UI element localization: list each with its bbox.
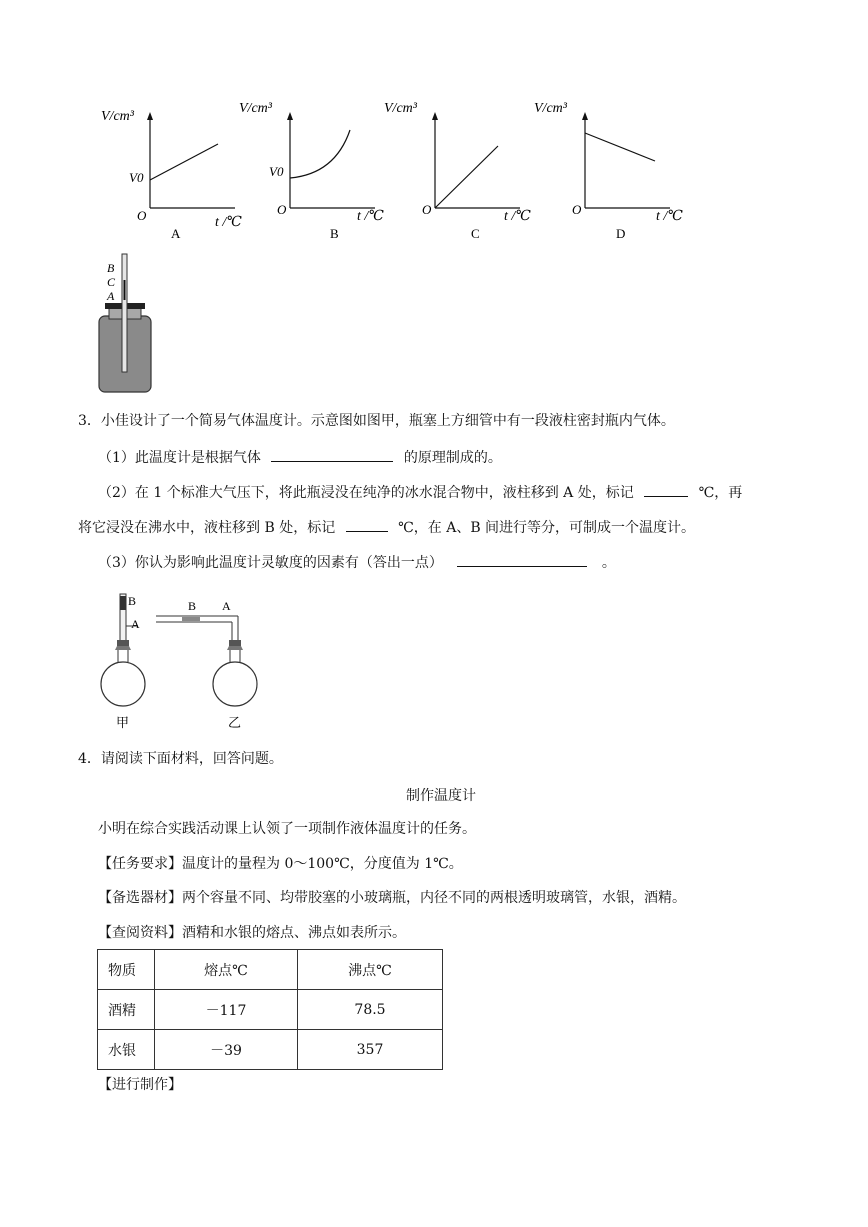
graph-b-origin: O <box>277 202 287 217</box>
table-cell: 357 <box>298 1030 443 1070</box>
table-header-cell: 沸点℃ <box>298 950 443 990</box>
q4-make: 【进行制作】 <box>98 1077 182 1093</box>
graph-a-line <box>150 144 218 180</box>
graph-d-svg <box>530 98 700 248</box>
graph-c-label: C <box>471 226 480 241</box>
q3-part1-text-b: 的原理制成的。 <box>403 450 502 466</box>
data-table <box>97 949 443 1070</box>
q3-part2-text-c: 将它浸没在沸水中，液柱移到 B 处，标记 <box>78 520 336 536</box>
q3-part1-answer-blank[interactable] <box>271 447 393 462</box>
table-row <box>98 1030 443 1070</box>
graph-c <box>380 98 550 248</box>
graph-a-xlabel: t /℃ <box>215 215 242 230</box>
q3-part3-answer-blank[interactable] <box>457 552 587 567</box>
melting-boiling-table <box>97 949 443 1070</box>
q3-part1 <box>98 447 502 468</box>
bottle-label-a: A <box>107 289 115 303</box>
graph-a-label: A <box>171 226 181 241</box>
table-cell: －39 <box>155 1030 298 1070</box>
flask-yi-label: 乙 <box>228 715 242 730</box>
flask-jia-mark-b: B <box>128 594 137 608</box>
graph-d-origin: O <box>572 202 582 217</box>
q3-part3-text-b: 。 <box>601 555 616 571</box>
flask-jia-mark-a: A <box>131 617 140 631</box>
bottle-label-c: C <box>107 275 116 289</box>
table-row <box>98 990 443 1030</box>
flask-yi-mark-a: A <box>222 599 231 613</box>
graph-c-svg <box>380 98 550 248</box>
graph-d-label: D <box>616 226 626 241</box>
flasks-figure <box>98 590 268 732</box>
q3-part3 <box>98 552 616 573</box>
table-cell: －117 <box>155 990 298 1030</box>
graph-b-label: B <box>330 226 339 241</box>
graph-b-curve <box>290 130 350 178</box>
table-header-cell: 熔点℃ <box>155 950 298 990</box>
table-header-row <box>98 950 443 990</box>
flask-yi-mark-b: B <box>188 599 197 613</box>
q4-intro: 小明在综合实践活动课上认领了一项制作液体温度计的任务。 <box>98 821 476 837</box>
graph-d-ylabel: V/cm³ <box>534 101 567 116</box>
graph-b-ylabel: V/cm³ <box>239 101 272 116</box>
q4-title: 制作温度计 <box>406 788 476 804</box>
q3-part2-text-a: （2）在 1 个标准大气压下，将此瓶浸没在纯净的冰水混合物中，液柱移到 A 处，标记 <box>98 485 634 501</box>
q4-materials: 【备选器材】两个容量不同、均带胶塞的小玻璃瓶，内径不同的两根透明玻璃管，水银，酒精。 <box>98 890 686 906</box>
graph-d <box>530 98 700 248</box>
bottle-svg <box>95 250 165 395</box>
q3-part2-text-d: ℃，在 A、B 间进行等分，可制成一个温度计。 <box>398 520 696 536</box>
table-cell: 酒精 <box>98 990 155 1030</box>
bottle-figure <box>95 250 165 395</box>
q4-requirements: 【任务要求】温度计的量程为 0～100℃，分度值为 1℃。 <box>98 856 463 872</box>
flask-jia-label: 甲 <box>116 715 130 730</box>
graph-a-origin: O <box>137 208 147 223</box>
table-cell: 水银 <box>98 1030 155 1070</box>
q3-part2-text-b: ℃，再 <box>698 485 743 501</box>
q3-part2-blank-boil[interactable] <box>346 517 388 532</box>
bottle-label-b: B <box>107 261 115 275</box>
q4-lookup: 【查阅资料】酒精和水银的熔点、沸点如表所示。 <box>98 925 406 941</box>
graph-a-ylabel: V/cm³ <box>101 109 134 124</box>
graph-b-v0: V0 <box>269 164 284 179</box>
q3-part2-blank-ice[interactable] <box>644 482 688 497</box>
q3-stem: 3．小佳设计了一个简易气体温度计。示意图如图甲，瓶塞上方细管中有一段液柱密封瓶内气体。 <box>78 413 675 429</box>
graph-b-xlabel: t /℃ <box>357 209 384 224</box>
q4-stem: 4．请阅读下面材料，回答问题。 <box>78 751 283 767</box>
q3-part1-text-a: （1）此温度计是根据气体 <box>98 450 261 466</box>
table-header-cell: 物质 <box>98 950 155 990</box>
graph-c-origin: O <box>422 202 432 217</box>
graph-d-line <box>585 133 655 161</box>
q3-part2-line2 <box>78 517 695 538</box>
table-cell: 78.5 <box>298 990 443 1030</box>
graph-d-xlabel: t /℃ <box>656 209 683 224</box>
flasks-svg <box>98 590 268 732</box>
q3-part2-line1 <box>98 482 742 503</box>
q3-part3-text-a: （3）你认为影响此温度计灵敏度的因素有（答出一点） <box>98 555 443 571</box>
graph-a-v0: V0 <box>129 170 144 185</box>
graph-c-xlabel: t /℃ <box>504 209 531 224</box>
graph-c-line <box>435 146 498 208</box>
graph-c-ylabel: V/cm³ <box>384 101 417 116</box>
